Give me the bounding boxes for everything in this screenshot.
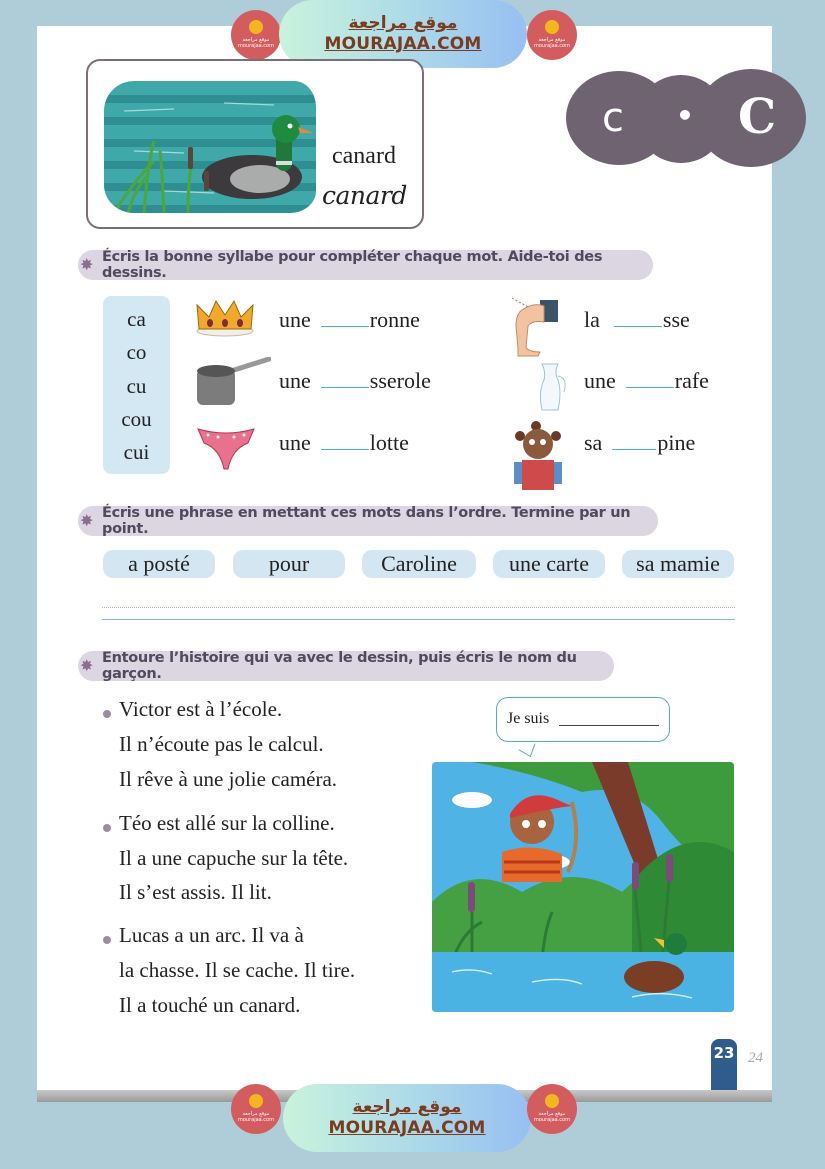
story-1-line[interactable]: Il rêve à une jolie caméra. <box>119 767 338 791</box>
carafe-icon <box>536 362 570 414</box>
underpants-icon <box>196 425 256 471</box>
story-bullet <box>103 710 111 718</box>
instruction-exercise-1 <box>78 250 653 280</box>
letter-cursive-c: c <box>602 95 624 141</box>
vocab-card <box>86 59 424 229</box>
star-bullet-icon: ✸ <box>80 656 94 675</box>
star-bullet-icon: ✸ <box>80 255 94 274</box>
fill-item <box>584 430 695 456</box>
writing-guide-line <box>102 607 735 608</box>
watermark-badge-left <box>231 1084 281 1134</box>
writing-line[interactable] <box>102 619 735 620</box>
syllable: cu <box>126 374 147 398</box>
name-blank-input[interactable] <box>559 725 659 726</box>
hunting-scene-image <box>432 762 734 1012</box>
blank-input[interactable] <box>321 326 369 327</box>
story-1-line[interactable]: Il n’écoute pas le calcul. <box>119 732 324 756</box>
watermark-latin: MOURAJAA.COM <box>328 1118 486 1138</box>
fill-item <box>279 430 409 456</box>
word-suffix: sse <box>662 307 690 332</box>
bubble-text: Je suis <box>507 710 550 727</box>
watermark-badge-right <box>527 1084 577 1134</box>
instruction-text: Écris une phrase en mettant ces mots dans l’ordre. Termine par un point. <box>102 505 631 537</box>
story-2-line[interactable]: Il s’est assis. Il lit. <box>119 880 272 904</box>
word-print: canard <box>332 143 396 169</box>
story-3-line[interactable]: la chasse. Il se cache. Il tire. <box>119 958 356 982</box>
watermark-arabic: موقع مراجعة <box>348 13 458 33</box>
article: sa <box>584 430 603 455</box>
word-chip[interactable]: a posté <box>103 550 215 578</box>
story-bullet <box>103 936 111 944</box>
speech-bubble <box>496 697 670 742</box>
badge-text: موقع مراجعة mourajaa.com <box>237 1110 274 1123</box>
article: la <box>584 307 600 332</box>
letter-dot: • <box>676 99 694 132</box>
badge-text: موقع مراجعة mourajaa.com <box>533 1110 570 1123</box>
word-suffix: lotte <box>369 430 409 455</box>
story-2-line[interactable]: Téo est allé sur la colline. <box>119 811 335 835</box>
watermark-banner-bottom[interactable] <box>283 1084 531 1152</box>
watermark-arabic: موقع مراجعة <box>352 1097 462 1117</box>
blank-input[interactable] <box>614 326 662 327</box>
blank-input[interactable] <box>612 449 656 450</box>
article: une <box>279 430 311 455</box>
instruction-text: Écris la bonne syllabe pour compléter chaque mot. Aide-toi des dessins. <box>102 249 603 281</box>
word-suffix: ronne <box>369 307 420 332</box>
article: une <box>279 307 311 332</box>
instruction-exercise-3 <box>78 651 614 681</box>
blank-input[interactable] <box>321 387 369 388</box>
story-1-line[interactable]: Victor est à l’école. <box>119 697 283 721</box>
fill-item <box>584 307 690 333</box>
saucepan-icon <box>195 357 271 409</box>
syllable: ca <box>127 307 146 331</box>
blank-input[interactable] <box>321 449 369 450</box>
blank-input[interactable] <box>626 387 674 388</box>
fill-item <box>279 307 420 333</box>
fill-item <box>279 368 431 394</box>
syllable: co <box>126 340 147 364</box>
watermark-badge-left <box>231 10 281 60</box>
word-chip[interactable]: pour <box>233 550 345 578</box>
instruction-text: Entoure l’histoire qui va avec le dessin, puis écris le nom du garçon. <box>102 650 577 682</box>
leg-knee-icon <box>510 296 562 358</box>
book-logo-icon <box>249 20 263 34</box>
story-bullet <box>103 824 111 832</box>
fill-item <box>584 368 709 394</box>
instruction-exercise-2 <box>78 506 658 536</box>
watermark-badge-right <box>527 10 577 60</box>
badge-text: موقع مراجعة mourajaa.com <box>237 36 274 49</box>
word-chip[interactable]: une carte <box>493 550 605 578</box>
word-suffix: sserole <box>369 368 431 393</box>
watermark-banner-top[interactable] <box>279 0 527 68</box>
word-chip[interactable]: sa mamie <box>622 550 734 578</box>
story-3-line[interactable]: Il a touché un canard. <box>119 993 301 1017</box>
story-3-line[interactable]: Lucas a un arc. Il va à <box>119 923 304 947</box>
article: une <box>279 368 311 393</box>
word-suffix: pine <box>657 430 696 455</box>
article: une <box>584 368 616 393</box>
letter-header <box>566 69 777 167</box>
syllable: cou <box>121 407 152 431</box>
book-logo-icon <box>545 1094 559 1108</box>
book-logo-icon <box>545 20 559 34</box>
word-suffix: rafe <box>674 368 709 393</box>
syllable: cui <box>123 440 150 464</box>
watermark-latin: MOURAJAA.COM <box>324 34 482 54</box>
girl-friend-icon <box>508 420 568 490</box>
letter-print-c: C <box>738 89 777 145</box>
badge-text: موقع مراجعة mourajaa.com <box>533 36 570 49</box>
page-number-tab: 23 <box>711 1039 737 1090</box>
book-logo-icon <box>249 1094 263 1108</box>
word-cursive: canard <box>322 181 407 210</box>
crown-icon <box>194 297 256 337</box>
star-bullet-icon: ✸ <box>80 511 94 530</box>
word-chip[interactable]: Caroline <box>362 550 476 578</box>
story-2-line[interactable]: Il a une capuche sur la tête. <box>119 846 349 870</box>
duck-pond-image <box>104 81 316 213</box>
handwritten-page-number: 24 <box>748 1050 763 1066</box>
syllable-list <box>103 296 170 474</box>
